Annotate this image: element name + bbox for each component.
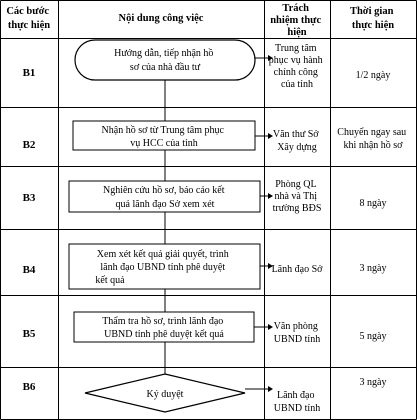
svg-text:Nhận hồ sơ từ Trung tâm phục: Nhận hồ sơ từ Trung tâm phục vụ HCC của tỉnh: [101, 125, 224, 149]
svg-text:Xem xét kết quả giải quyết, tr: Xem xét kết quả giải quyết, trình lãnh đạo UBND tỉnh phê duyệt kết quả: [95, 249, 229, 286]
responsible-b2: Văn thư Sở Xây dựng: [272, 129, 319, 153]
time-b3: 8 ngày: [359, 198, 387, 209]
svg-text:Ký duyệt: Ký duyệt: [146, 389, 184, 400]
step-label-b1: B1: [22, 67, 36, 79]
responsible-b3: Phòng QL nhà và Thị trường BĐS: [272, 179, 322, 214]
step-label-b5: B5: [22, 328, 36, 340]
svg-text:Thẩm tra hồ sơ, trình lãnh đạo: Thẩm tra hồ sơ, trình lãnh đạo UBND tỉnh phê duyệt kết quả: [102, 316, 224, 340]
header-row: [6, 3, 396, 38]
time-b6: 3 ngày: [359, 377, 387, 388]
step-label-b2: B2: [22, 139, 36, 151]
step-b6-diamond: [85, 374, 245, 412]
step-b3-box: [69, 181, 260, 212]
header-content: Nội dung công việc: [118, 13, 204, 24]
time-b1: 1/2 ngày: [355, 70, 391, 81]
time-b4: 3 ngày: [359, 263, 387, 274]
svg-text:Hướng dẫn, tiếp nhận hồ: Hướng dẫn, tiếp nhận hồ sơ của nhà đầu tư: [114, 48, 214, 73]
svg-text:Nghiên cứu hồ sơ, báo cáo kết: Nghiên cứu hồ sơ, báo cáo kết quả lãnh đạo Sở xem xét: [102, 185, 225, 210]
step-label-b3: B3: [22, 192, 36, 204]
step-b5-box: [74, 312, 254, 342]
step-label-b6: B6: [22, 381, 36, 393]
responsible-b6: Lãnh đạo UBND tỉnh: [273, 390, 321, 414]
responsible-b4: Lãnh đạo Sở: [271, 264, 323, 275]
step-b2-box: [73, 121, 255, 150]
header-steps: Các bước thực hiện: [6, 6, 51, 31]
time-b5: 5 ngày: [359, 331, 387, 342]
responsible-b5: Văn phòng UBND tỉnh: [273, 321, 321, 345]
time-b2: Chuyển ngay sau khi nhận hồ sơ: [337, 127, 407, 151]
header-time: Thời gian thực hiện: [349, 6, 395, 31]
step-b1-box: [75, 40, 255, 80]
header-responsibility: Trách nhiệm thực hiện: [270, 3, 322, 38]
step-b4-box: [69, 244, 260, 289]
step-label-b4: B4: [22, 264, 36, 276]
responsible-b1: Trung tâm phục vụ hành chính công của tỉnh: [268, 43, 323, 90]
